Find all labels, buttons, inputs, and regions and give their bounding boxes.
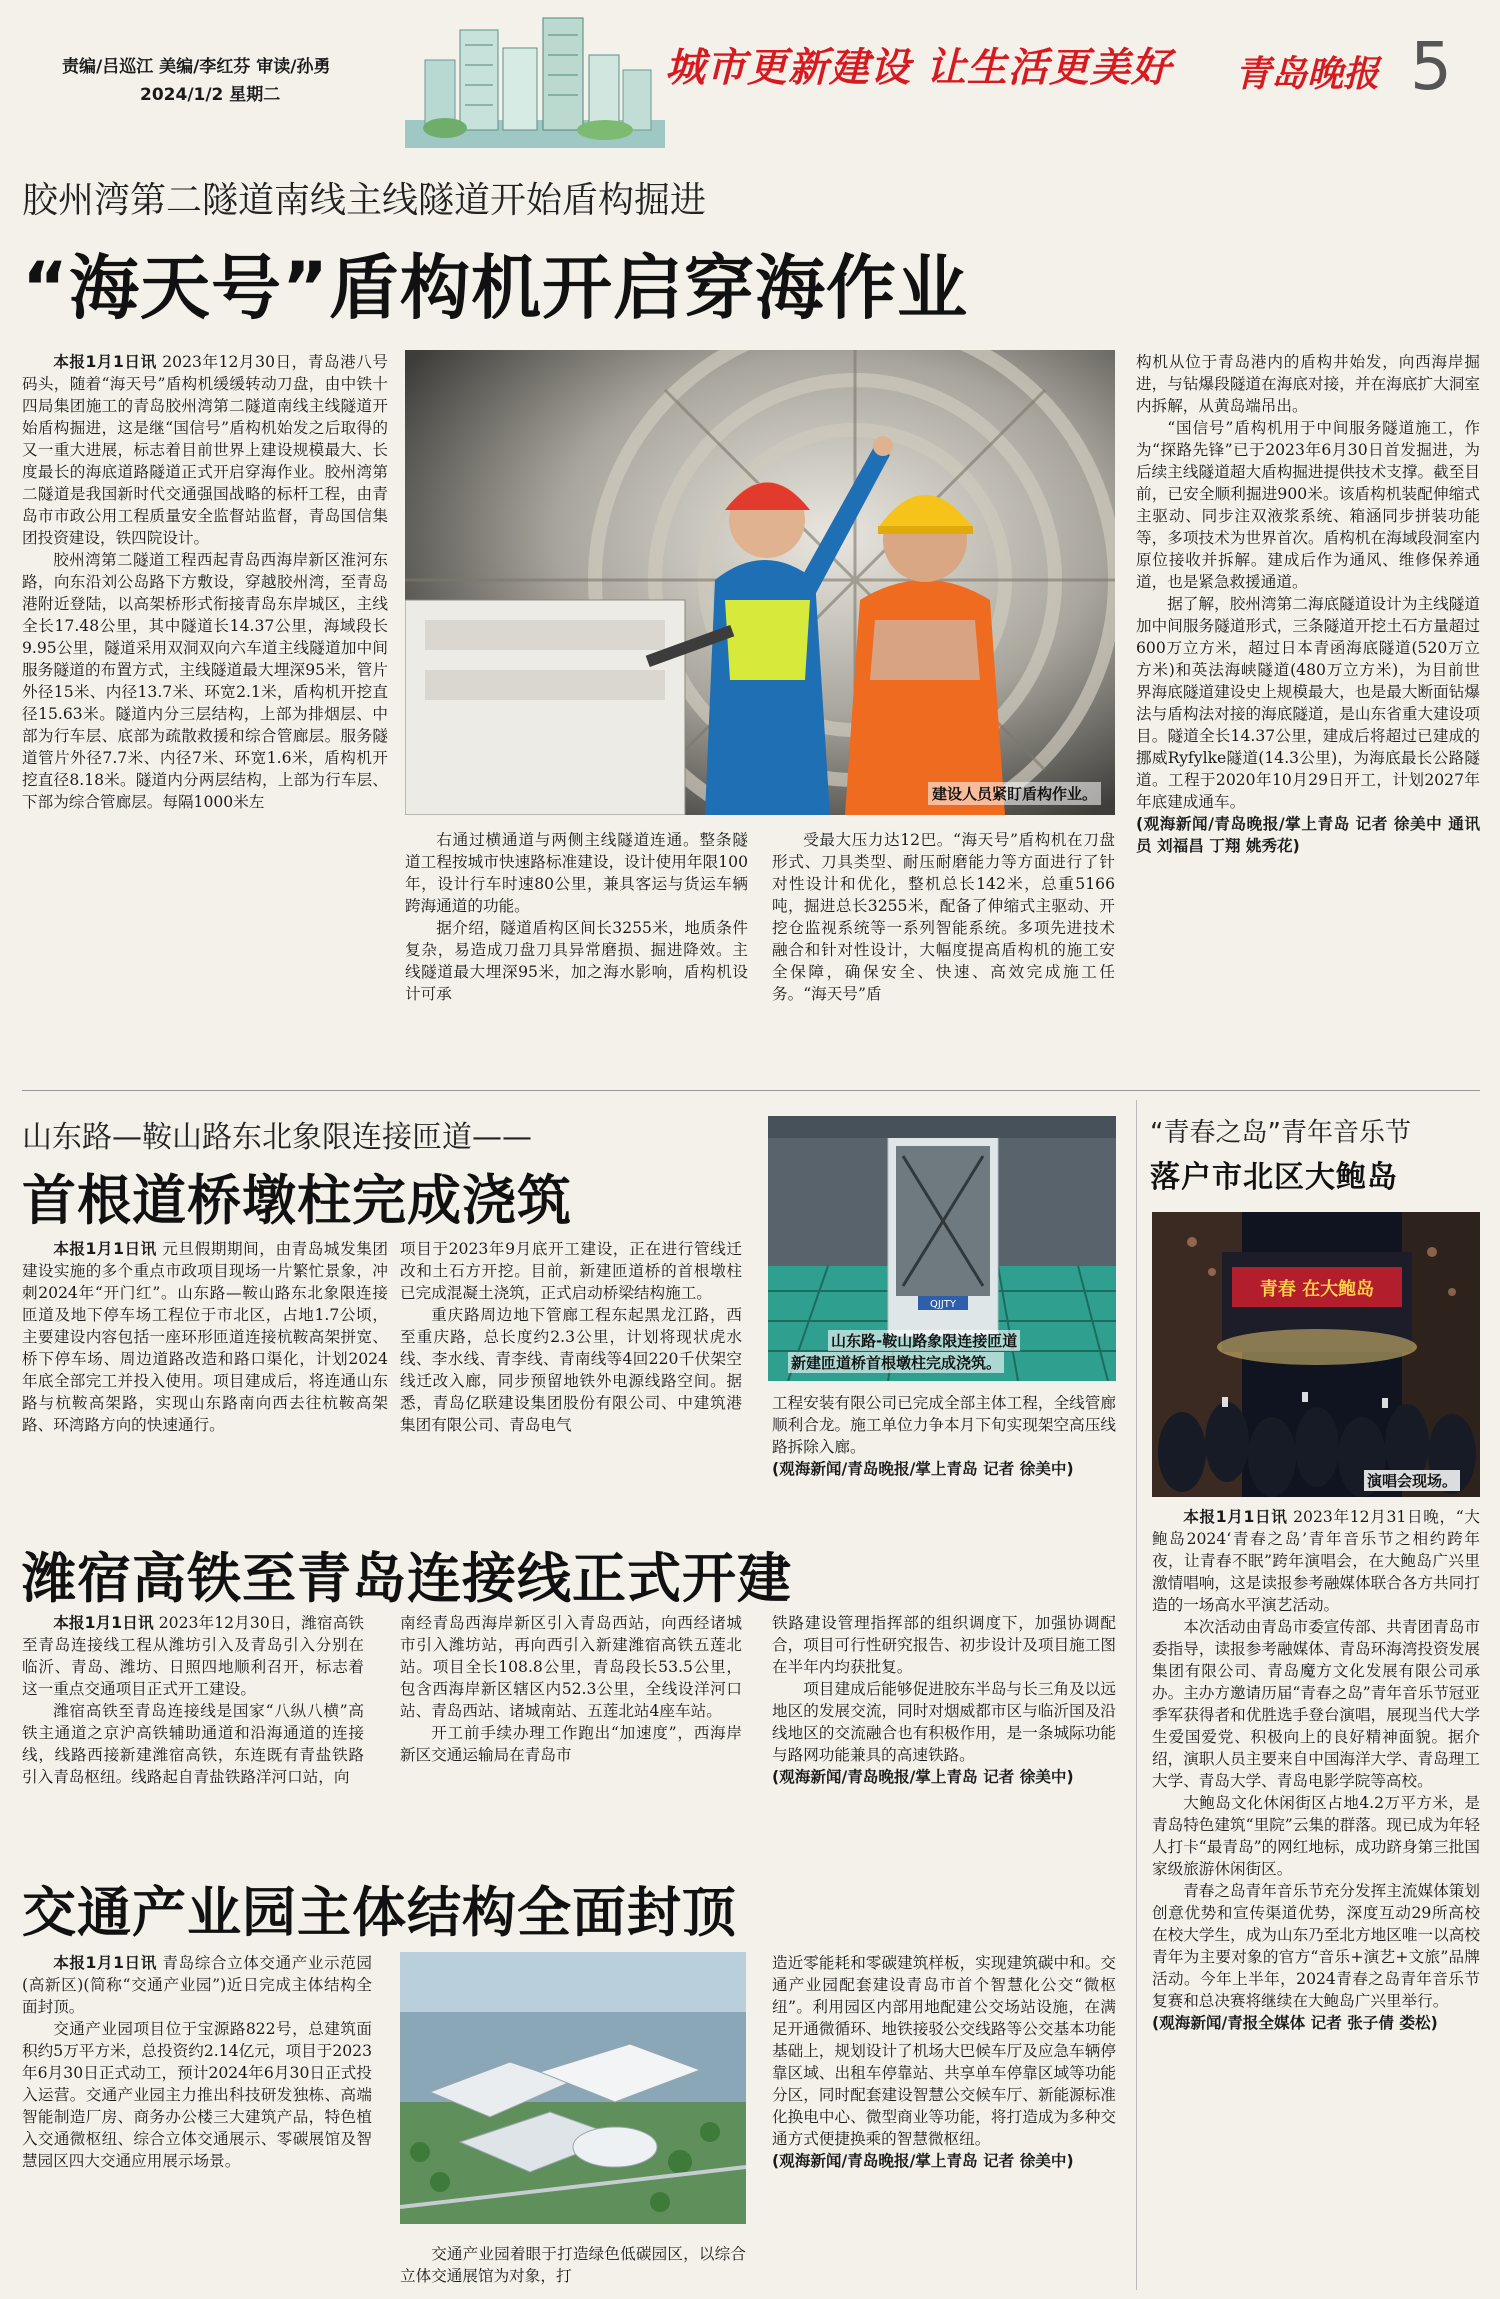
- article3-caption: 演唱会现场。: [1364, 1470, 1460, 1491]
- article1-photo: [405, 350, 1115, 815]
- article3-credit: (观海新闻/青报全媒体 记者 张子倩 娄松): [1152, 2014, 1438, 2032]
- page-number: 5: [1410, 28, 1452, 105]
- city-buildings-illustration: [405, 10, 665, 148]
- article4-credit: (观海新闻/青岛晚报/掌上青岛 记者 徐美中): [772, 1768, 1074, 1786]
- article2-kicker: 山东路—鞍山路东北象限连接匝道——: [22, 1120, 532, 1155]
- article4-col3: 铁路建设管理指挥部的组织调度下，加强协调配合，项目可行性研究报告、初步设计及项目施工图在半年内均获批复。 项目建成后能够促进胶东半岛与长三角及以远地区的发展交流，同时对烟威都市区与临沂国及沿线地区的交流融合也有积极作用，是一条城际功能与路网功能兼具的高速铁路。 (观海新闻/青岛晚报/掌上青岛 记者 徐美中): [772, 1614, 1116, 1786]
- article1-headline: “海天号”盾构机开启穿海作业: [22, 247, 969, 329]
- article4-dateline: 本报1月1日讯: [53, 1614, 154, 1632]
- article4-col2: 南经青岛西海岸新区引入青岛西站，向西经诸城市引入潍坊站，再向西引入新建潍宿高铁五莲北站。项目全长108.8公里，青岛段长53.5公里，包含西海岸新区辖区内52.3公里，全线设洋河口站、青岛西站、诸城南站、五莲北站4座车站。 开工前手续办理工作跑出“加速度”，西海岸新区交通运输局在青岛市: [400, 1614, 742, 1764]
- article2-credit: (观海新闻/青岛晚报/掌上青岛 记者 徐美中): [772, 1460, 1074, 1478]
- article5-headline: 交通产业园主体结构全面封顶: [22, 1881, 737, 1944]
- article2-col3: 工程安装有限公司已完成全部主体工程，全线管廊顺利合龙。施工单位力争本月下旬实现架空高压线路拆除入廊。 (观海新闻/青岛晚报/掌上青岛 记者 徐美中): [772, 1394, 1116, 1478]
- tunnel-workers-photo: [405, 350, 1115, 815]
- article1-dateline: 本报1月1日讯: [53, 353, 157, 371]
- column-divider: [1136, 1100, 1137, 2290]
- article2-headline: 首根道桥墩柱完成浇筑: [22, 1169, 572, 1232]
- article3-dateline: 本报1月1日讯: [1183, 1508, 1288, 1526]
- article1-credit: (观海新闻/青岛晚报/掌上青岛 记者 徐美中 通讯员 刘福昌 丁翔 姚秀花): [1136, 815, 1480, 855]
- article3-kicker: “青春之岛”青年音乐节: [1150, 1118, 1411, 1148]
- stage-sign: 青春 在大鲍岛: [1259, 1279, 1375, 1300]
- article1-caption: 建设人员紧盯盾构作业。: [928, 782, 1101, 805]
- article2-caption-line1: 山东路-鞍山路象限连接匝道: [828, 1330, 1020, 1351]
- industrial-park-rendering: [400, 1952, 746, 2224]
- article5-col3: 造近零能耗和零碳建筑样板，实现建筑碳中和。交通产业园配套建设青岛市首个智慧化公交“微枢纽”。利用园区内部用地配建公交场站设施，在满足开通微循环、地铁接驳公交线路等公交基本功能基础上，规划设计了机场大巴候车厅及应急车辆停靠区域、出租车停靠站、共享单车停靠区域等功能分区，同时配套建设智慧公交候车厅、新能源标准化换电中心、微型商业等功能，将打造成为多种交通方式便捷换乘的智慧微枢纽。 (观海新闻/青岛晚报/掌上青岛 记者 徐美中): [772, 1954, 1116, 2170]
- article1-col3: 受最大压力达12巴。“海天号”盾构机在刀盘形式、刀具类型、耐压耐磨能力等方面进行了针对性设计和优化，整机总长142米，总重5166吨，掘进总长3255米，配备了伸缩式主驱动、开挖仓监视系统等一系列智能系统。多项先进技术融合和针对性设计，大幅度提高盾构机的施工安全保障，确保安全、快速、高效完成施工任务。“海天号”盾: [772, 831, 1115, 1003]
- article4-headline: 潍宿高铁至青岛连接线正式开建: [22, 1547, 792, 1610]
- article2-dateline: 本报1月1日讯: [53, 1240, 157, 1258]
- article2-col1: 本报1月1日讯 元旦假期期间，由青岛城发集团建设实施的多个重点市政项目现场一片繁忙景象，冲刺2024年“开门红”。山东路—鞍山路东北象限连接匝道及地下停车场工程位于市北区，占地1.7公顷，主要建设内容包括一座环形匝道连接杭鞍高架拼宽、桥下停车场、周边道路改造和路口渠化，计划2024年底全部完工并投入使用。项目建成后，将连通山东路与杭鞍高架路，实现山东路南向西去往杭鞍高架路、环湾路方向的快速通行。: [22, 1240, 388, 1434]
- article3-col: 本报1月1日讯 2023年12月31日晚，“大鲍岛2024‘青春之岛’青年音乐节之相约跨年夜，让青春不眠”跨年演唱会，在大鲍岛广兴里激情唱响，这是读报参考融媒体联合各方共同打造的一场高水平演艺活动。 本次活动由青岛市委宣传部、共青团青岛市委指导，读报参考融媒体、青岛环海湾投资发展集团有限公司、青岛魔方文化发展有限公司承办。主办方邀请历届“青春之岛”青年音乐节冠亚季军获得者和优胜选手登台演唱，展现当代大学生爱国爱党、积极向上的良好精神面貌。据介绍，演职人员主要来自中国海洋大学、青岛理工大学、青岛大学、青岛电影学院等高校。 大鲍岛文化休闲街区占地4.2万平方米，是青岛特色建筑“里院”云集的群落。现已成为年轻人打卡“最青岛”的网红地标，成功跻身第三批国家级旅游休闲街区。 青春之岛青年音乐节充分发挥主流媒体策划创意优势和宣传渠道优势，深度互动29所高校在校大学生，成为山东乃至北方地区唯一以高校青年为主要对象的官方“音乐+演艺+文旅”品牌活动。今年上半年，2024青春之岛青年音乐节复赛和总决赛将继续在大鲍岛广兴里举行。 (观海新闻/青报全媒体 记者 张子倩 娄松): [1152, 1508, 1480, 2032]
- article5-dateline: 本报1月1日讯: [53, 1954, 157, 1972]
- article2-col2: 项目于2023年9月底开工建设，正在进行管线迁改和土石方开挖。目前，新建匝道桥的首根墩柱已完成混凝土浇筑，正式启动桥梁结构施工。 重庆路周边地下管廊工程东起黑龙江路，西至重庆路，总长度约2.3公里，计划将现状虎水线、李水线、青李线、青南线等4回220千伏架空线迁改入廊，同步预留地铁外电源线路空间。据悉，青岛亿联建设集团股份有限公司、中建筑港集团有限公司、青岛电气: [400, 1240, 742, 1434]
- article2-photo: [768, 1116, 1116, 1381]
- article2-caption-line2: 新建匝道桥首根墩柱完成浇筑。: [788, 1352, 1004, 1373]
- editors-line: 责编/吕巡江 美编/李红芬 审读/孙勇: [62, 57, 331, 77]
- article4-col1: 本报1月1日讯 2023年12月30日，潍宿高铁至青岛连接线工程从潍坊引入及青岛引入分别在临沂、青岛、潍坊、日照四地顺利召开，标志着这一重点交通项目正式开工建设。 潍宿高铁至青岛连接线是国家“八纵八横”高铁主通道之京沪高铁辅助通道和沿海通道的连接线，线路西接新建潍宿高铁，东连既有青盐铁路引入青岛枢纽。线路起自青盐铁路洋河口站，向: [22, 1614, 364, 1786]
- article3-headline: 落户市北区大鲍岛: [1150, 1160, 1398, 1195]
- article1-col2: 右通过横通道与两侧主线隧道连通。整条隧道工程按城市快速路标准建设，设计使用年限100年，设计行车时速80公里，兼具客运与货运车辆跨海通道的功能。 据介绍，隧道盾构区间长3255米，地质条件复杂，易造成刀盘刀具异常磨损、掘进降效。主线隧道最大埋深95米，加之海水影响，盾构机设计可承: [405, 831, 748, 1003]
- article1-kicker: 胶州湾第二隧道南线主线隧道开始盾构掘进: [22, 180, 707, 221]
- paper-name-logo: 青岛晚报: [1235, 53, 1380, 95]
- masthead: [0, 0, 1500, 150]
- article5-col2: 交通产业园着眼于打造绿色低碳园区，以综合立体交通展馆为对象，打: [400, 2245, 746, 2285]
- photo-company-label: QJJTY: [930, 1299, 956, 1310]
- masthead-slogan: 城市更新建设 让生活更美好: [665, 45, 1172, 91]
- concert-photo: [1152, 1212, 1480, 1497]
- divider: [22, 1090, 1480, 1091]
- article5-credit: (观海新闻/青岛晚报/掌上青岛 记者 徐美中): [772, 2152, 1074, 2170]
- issue-date: 2024/1/2 星期二: [140, 85, 281, 105]
- article5-col1: 本报1月1日讯 青岛综合立体交通产业示范园(高新区)(简称“交通产业园”)近日完成主体结构全面封顶。 交通产业园项目位于宝源路822号，总建筑面积约5万平方米，总投资约2.14亿元，项目于2023年6月30日正式动工，预计2024年6月30日正式投入运营。交通产业园主力推出科技研发独栋、高端智能制造厂房、商务办公楼三大建筑产品，特色植入交通微枢纽、综合立体交通展示、零碳展馆及智慧园区四大交通应用展示场景。: [22, 1954, 372, 2170]
- article3-photo: [1152, 1212, 1480, 1497]
- article5-photo: [400, 1952, 746, 2224]
- article1-col1: 本报1月1日讯 2023年12月30日，青岛港八号码头，随着“海天号”盾构机缓缓转动刀盘，由中铁十四局集团施工的青岛胶州湾第二隧道南线主线隧道开始盾构掘进，这是继“国信号”盾构机始发之后取得的又一重大进展，标志着目前世界上建设规模最大、长度最长的海底道路隧道正式开启穿海作业。胶州湾第二隧道是我国新时代交通强国战略的标杆工程，由青岛市市政公用工程质量安全监督站监督，青岛国信集团投资建设，铁四院设计。 胶州湾第二隧道工程西起青岛西海岸新区淮河东路，向东沿刘公岛路下方敷设，穿越胶州湾，至青岛港附近登陆，以高架桥形式衔接青岛东岸城区，主线全长17.48公里，其中隧道长14.37公里，海域段长9.95公里，隧道采用双洞双向六车道主线隧道加中间服务隧道的布置方式，主线隧道最大埋深95米，管片外径15米、内径13.7米、环宽2.1米，盾构机开挖直径15.63米。隧道内分三层结构，上部为排烟层、中部为行车层、底部为疏散救援和综合管廊层。服务隧道管片外径7.7米、内径7米、环宽1.6米，盾构机开挖直径8.18米。隧道内分两层结构，上部为行车层、下部为综合管廊层。每隔1000米左: [22, 353, 388, 811]
- article1-col4: 构机从位于青岛港内的盾构井始发，向西海岸掘进，与钻爆段隧道在海底对接，并在海底扩大洞室内拆解，从黄岛端吊出。 “国信号”盾构机用于中间服务隧道施工，作为“探路先锋”已于2023年6月30日首发掘进，为后续主线隧道超大盾构掘进提供技术支撑。截至目前，已安全顺利掘进900米。该盾构机装配伸缩式主驱动、同步注双液浆系统、箱涵同步拼装功能等，多项技术为世界首次。盾构机在海域段洞室内原位接收并拆解。建成后作为通风、维修保养通道，也是紧急救援通道。 据了解，胶州湾第二海底隧道设计为主线隧道加中间服务隧道形式，三条隧道开挖土石方量超过600万立方米，超过日本青函海底隧道(520万立方米)和英法海峡隧道(480万立方米)，为目前世界海底隧道建设史上规模最大，也是最大断面钻爆法与盾构法对接的海底隧道，是山东省重大建设项目。隧道全长14.37公里，建成后将超过已建成的挪威Ryfylke隧道(14.3公里)，为海底最长公路隧道。工程于2020年10月29日开工，计划2027年年底建成通车。 (观海新闻/青岛晚报/掌上青岛 记者 徐美中 通讯员 刘福昌 丁翔 姚秀花): [1136, 353, 1480, 855]
